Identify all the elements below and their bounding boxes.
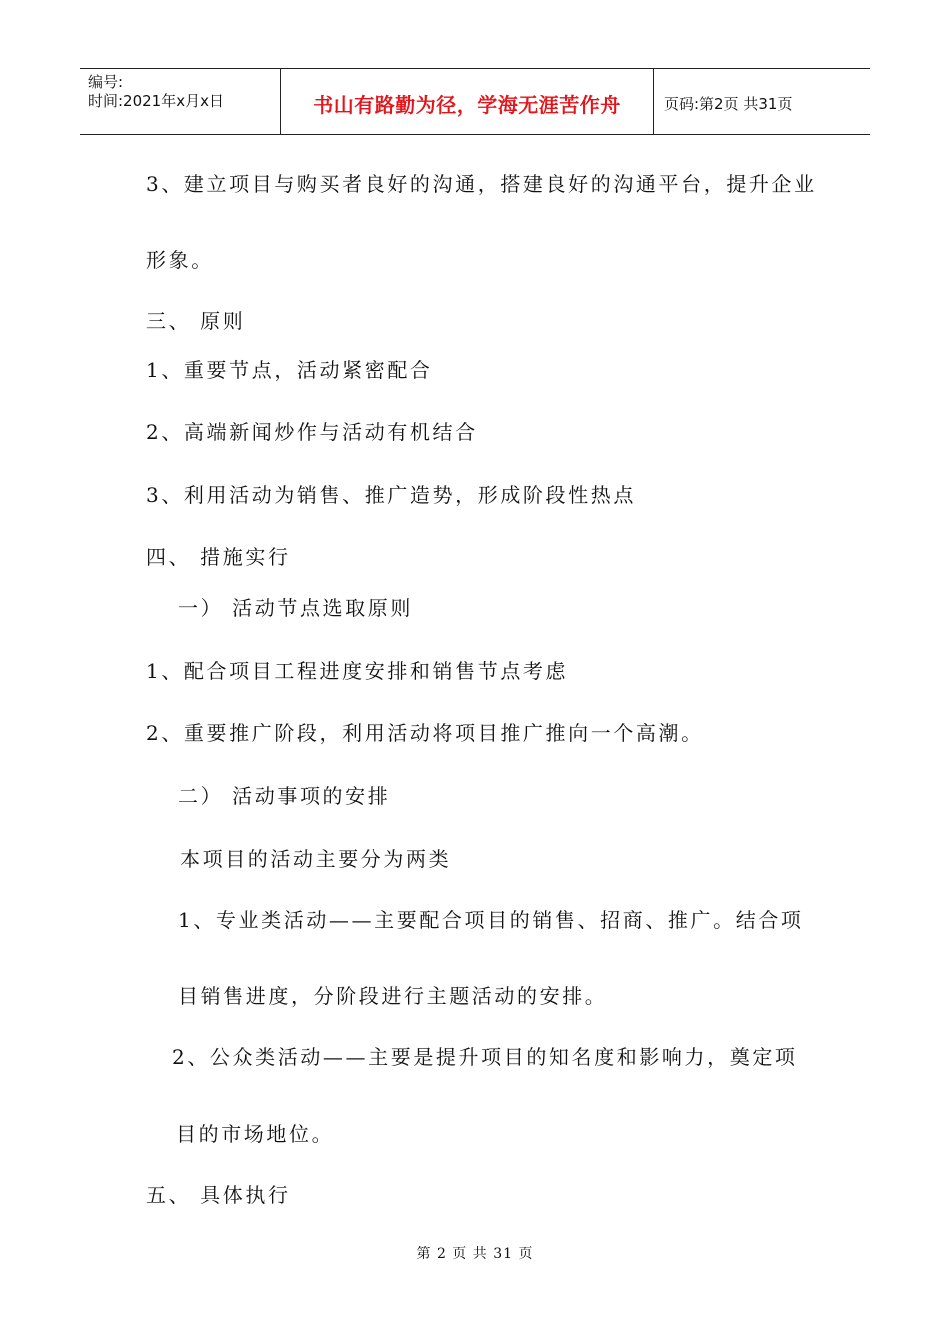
body-line: 形象。 [146, 248, 214, 272]
header-page-info-cell [654, 69, 870, 134]
page-footer [0, 1243, 950, 1263]
subsection-heading: 二） 活动事项的安排 [178, 784, 391, 808]
body-line: 1、重要节点，活动紧密配合 [146, 358, 433, 382]
document-date: 时间:2021年x月x日 [88, 92, 224, 110]
header-page-number: 页码:第2页 共31页 [664, 95, 793, 113]
page-header [80, 68, 870, 135]
body-line: 2、重要推广阶段，利用活动将项目推广推向一个高潮。 [146, 721, 704, 745]
body-line: 目销售进度，分阶段进行主题活动的安排。 [178, 984, 608, 1008]
body-line: 3、建立项目与购买者良好的沟通，搭建良好的沟通平台，提升企业 [146, 172, 817, 196]
header-meta-cell [80, 69, 281, 134]
section-heading: 四、 措施实行 [146, 545, 291, 569]
body-line: 1、专业类活动——主要配合项目的销售、招商、推广。结合项 [178, 908, 804, 932]
body-line: 2、公众类活动——主要是提升项目的知名度和影响力，奠定项 [172, 1045, 798, 1069]
header-motto-cell [281, 69, 654, 134]
body-line: 1、配合项目工程进度安排和销售节点考虑 [146, 659, 569, 683]
body-line: 目的市场地位。 [176, 1122, 335, 1146]
section-heading: 三、 原则 [146, 309, 246, 333]
footer-page-number: 第 2 页 共 31 页 [416, 1246, 534, 1262]
body-line: 3、利用活动为销售、推广造势，形成阶段性热点 [146, 483, 636, 507]
section-heading: 五、 具体执行 [146, 1183, 291, 1207]
body-line: 本项目的活动主要分为两类 [180, 847, 452, 871]
header-motto: 书山有路勤为径，学海无涯苦作舟 [313, 93, 621, 117]
subsection-heading: 一） 活动节点选取原则 [178, 596, 413, 620]
document-number-label: 编号: [88, 73, 124, 91]
body-line: 2、高端新闻炒作与活动有机结合 [146, 420, 478, 444]
